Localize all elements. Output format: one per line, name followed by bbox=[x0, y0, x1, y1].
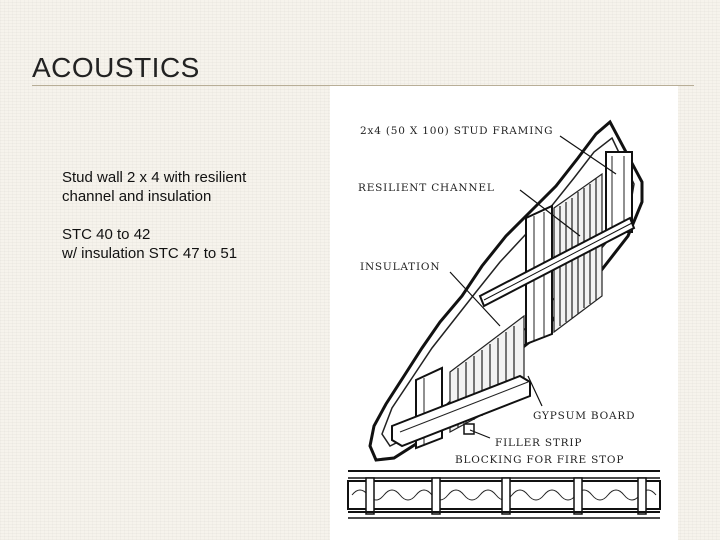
label-blocking: BLOCKING FOR FIRE STOP bbox=[455, 454, 625, 466]
body-line-2: channel and insulation bbox=[62, 188, 212, 205]
body-line-3: STC 40 to 42 bbox=[62, 226, 151, 243]
filler-strip bbox=[464, 424, 474, 434]
floor-section bbox=[348, 471, 660, 518]
body-line-4: w/ insulation STC 47 to 51 bbox=[62, 245, 238, 262]
label-filler-strip: FILLER STRIP bbox=[495, 437, 583, 449]
label-stud-framing: 2x4 (50 X 100) STUD FRAMING bbox=[360, 125, 554, 137]
wall-description bbox=[62, 168, 312, 206]
label-insulation: INSULATION bbox=[360, 261, 441, 273]
slide-title: ACOUSTICS bbox=[32, 52, 200, 83]
body-line-1: Stud wall 2 x 4 with resilient bbox=[62, 169, 247, 186]
label-resilient-channel: RESILIENT CHANNEL bbox=[358, 182, 495, 194]
slide-body bbox=[62, 168, 312, 282]
stc-ratings bbox=[62, 225, 312, 263]
label-gypsum-board: GYPSUM BOARD bbox=[533, 410, 636, 422]
wall-section-drawing bbox=[330, 86, 678, 540]
wall-section-figure bbox=[330, 86, 678, 540]
